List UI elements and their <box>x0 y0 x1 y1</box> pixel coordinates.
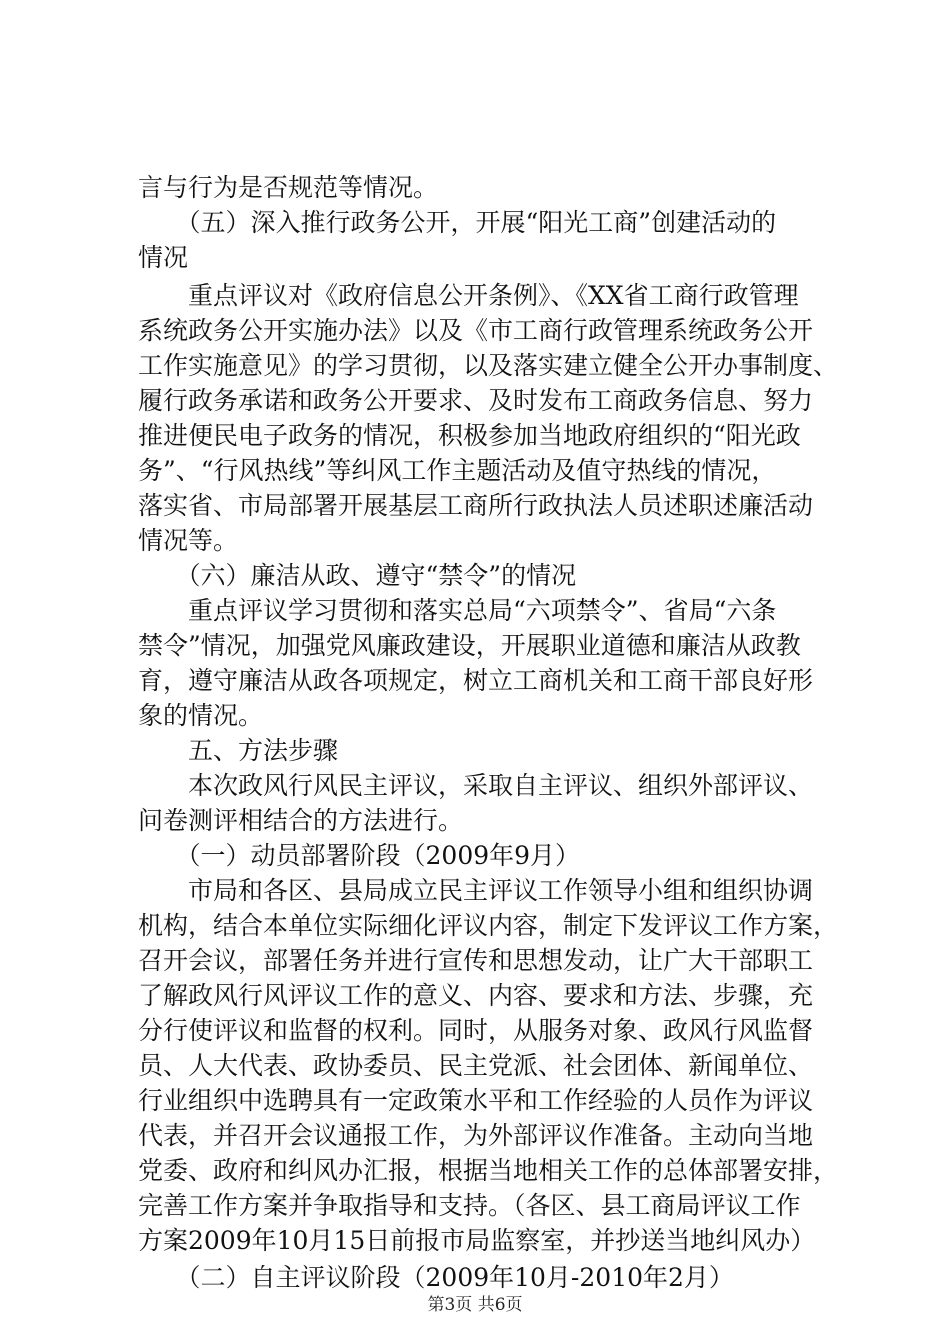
text-line: 务”、“行风热线”等纠风工作主题活动及值守热线的情况， <box>138 456 777 485</box>
section-heading-stage-1: （一）动员部署阶段（2009年9月） <box>138 841 581 870</box>
page-footer: 第3页 共6页 <box>427 1295 523 1315</box>
section-heading-5: （五）深入推行政务公开，开展“阳光工商”创建活动的 <box>138 208 777 237</box>
text-line: 履行政务承诺和政务公开要求、及时发布工商政务信息、努力 <box>138 386 814 415</box>
text-line: 分行使评议和监督的权利。同时，从服务对象、政风行风监督 <box>138 1016 814 1045</box>
text-line: 工作实施意见》的学习贯彻，以及落实建立健全公开办事制度、 <box>138 351 839 380</box>
text-line: 完善工作方案并争取指导和支持。（各区、县工商局评议工作 <box>138 1191 801 1220</box>
text-line: 本次政风行风民主评议，采取自主评议、组织外部评议、 <box>138 771 814 800</box>
section-heading-method: 五、方法步骤 <box>138 736 339 765</box>
text-line: 象的情况。 <box>138 701 264 730</box>
text-line: 言与行为是否规范等情况。 <box>138 173 439 202</box>
text-line: 系统政务公开实施办法》以及《市工商行政管理系统政务公开 <box>138 316 814 345</box>
text-line: 员、人大代表、政协委员、民主党派、社会团体、新闻单位、 <box>138 1051 814 1080</box>
text-line: 党委、政府和纠风办汇报，根据当地相关工作的总体部署安排， <box>138 1156 839 1185</box>
text-line: 情况 <box>138 243 189 272</box>
text-line: 禁令”情况，加强党风廉政建设，开展职业道德和廉洁从政教 <box>138 631 801 660</box>
text-line: 方案2009年10月15日前报市局监察室，并抄送当地纠风办） <box>138 1226 816 1255</box>
section-heading-6: （六）廉洁从政、遵守“禁令”的情况 <box>138 561 577 590</box>
text-line: 重点评议学习贯彻和落实总局“六项禁令”、省局“六条 <box>138 596 777 625</box>
text-line: 重点评议对《政府信息公开条例》、《XX省工商行政管理 <box>138 281 799 310</box>
text-line: 召开会议，部署任务并进行宣传和思想发动，让广大干部职工 <box>138 946 814 975</box>
text-line: 行业组织中选聘具有一定政策水平和工作经验的人员作为评议 <box>138 1086 814 1115</box>
text-line: 问卷测评相结合的方法进行。 <box>138 806 464 835</box>
text-line: 落实省、市局部署开展基层工商所行政执法人员述职述廉活动 <box>138 491 814 520</box>
text-line: 代表，并召开会议通报工作，为外部评议作准备。主动向当地 <box>138 1121 814 1150</box>
text-line: 市局和各区、县局成立民主评议工作领导小组和组织协调 <box>138 876 814 905</box>
text-line: 育，遵守廉洁从政各项规定，树立工商机关和工商干部良好形 <box>138 666 814 695</box>
text-line: 机构，结合本单位实际细化评议内容，制定下发评议工作方案， <box>138 911 839 940</box>
text-line: 情况等。 <box>138 526 239 555</box>
section-heading-stage-2: （二）自主评议阶段（2009年10月-2010年2月） <box>138 1263 734 1292</box>
text-line: 了解政风行风评议工作的意义、内容、要求和方法、步骤，充 <box>138 981 814 1010</box>
text-line: 推进便民电子政务的情况，积极参加当地政府组织的“阳光政 <box>138 421 801 450</box>
